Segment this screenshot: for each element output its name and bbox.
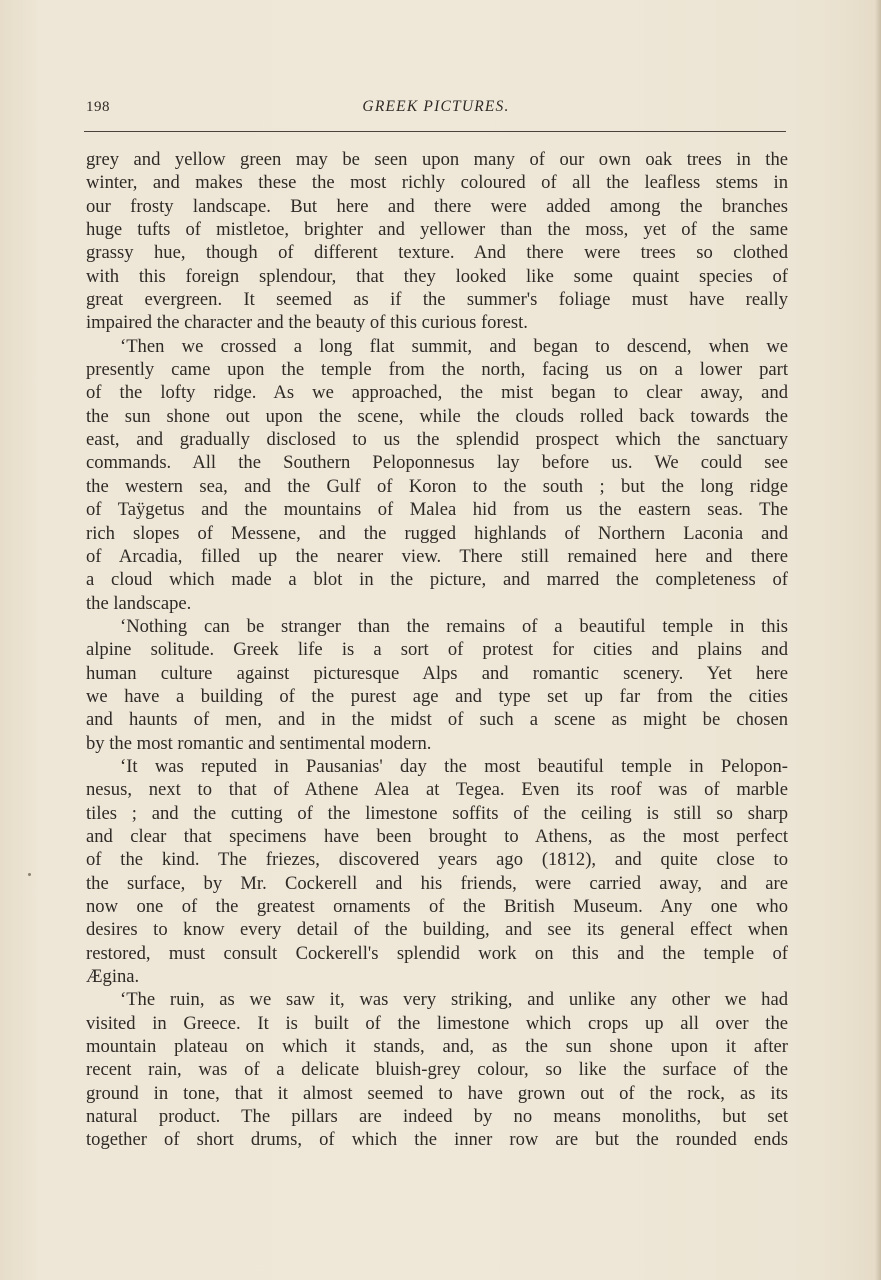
text-line: presently came upon the temple from the north, facing us on a lower part [86,359,788,381]
text-line: we have a building of the purest age and type set up far from the cities [86,685,788,707]
text-line: of Taÿgetus and the mountains of Malea hid from us the eastern seas. The [86,499,788,521]
text-line: mountain plateau on which it stands, and, as the sun shone upon it after [86,1036,788,1058]
text-line: grey and yellow green may be seen upon many of our own oak trees in the [86,149,788,170]
text-line: now one of the greatest ornaments of the British Museum. Any one who [86,896,788,917]
text-line: the surface, by Mr. Cockerell and his friends, were carried away, and are [86,872,788,894]
text-line: winter, and makes these the most richly coloured of all the leafless stems in [86,172,788,194]
text-line: by the most romantic and sentimental modern. [86,732,432,754]
text-line: commands. All the Southern Peloponnesus lay before us. We could see [86,452,788,474]
text-line: nesus, next to that of Athene Alea at Tegea. Even its roof was of marble [86,779,788,801]
text-line: alpine solitude. Greek life is a sort of protest for cities and plains and [86,639,788,661]
text-line: impaired the character and the beauty of this curious forest. [86,312,528,334]
text-line: human culture against picturesque Alps and romantic scenery. Yet here [86,662,788,684]
text-line: grassy hue, though of different texture. And there were trees so clothed [86,242,788,264]
text-line: the western sea, and the Gulf of Koron to the south ; but the long ridge [86,475,788,497]
text-line: and haunts of men, and in the midst of such a scene as might be chosen [86,709,788,731]
running-title: GREEK PICTURES. [362,98,510,115]
text-line: visited in Greece. It is built of the limestone which crops up all over the [86,1012,788,1034]
text-line: ground in tone, that it almost seemed to have grown out of the rock, as its [86,1082,788,1104]
text-line: ‘Then we crossed a long flat summit, and began to descend, when we [120,335,788,357]
text-line: with this foreign splendour, that they looked like some quaint species of [86,265,788,287]
text-line: of the lofty ridge. As we approached, the mist began to clear away, and [86,382,788,404]
text-line: our frosty landscape. But here and there were added among the branches [86,195,788,217]
text-line: natural product. The pillars are indeed by no means monoliths, but set [86,1106,788,1128]
text-line: recent rain, was of a delicate bluish-grey colour, so like the surface of the [86,1059,788,1081]
text-line: of Arcadia, filled up the nearer view. There still remained here and there [86,545,788,567]
body-text [86,148,788,1152]
text-line: restored, must consult Cockerell's splendid work on this and the temple of [86,942,788,964]
page-number: 198 [86,99,110,115]
text-line: together of short drums, of which the inner row are but the rounded ends [86,1129,788,1151]
text-line: great evergreen. It seemed as if the summer's foliage must have really [86,289,788,311]
paper-speck [28,873,31,876]
text-line: ‘The ruin, as we saw it, was very striking, and unlike any other we had [120,989,788,1011]
text-line: and clear that specimens have been brought to Athens, as the most perfect [86,825,788,847]
page-header [86,97,786,121]
text-line: ‘Nothing can be stranger than the remains of a beautiful temple in this [120,615,788,637]
text-line: the landscape. [86,592,192,614]
text-line: Ægina. [86,966,140,988]
text-line: ‘It was reputed in Pausanias' day the most beautiful temple in Pelopon- [120,755,788,777]
text-line: huge tufts of mistletoe, brighter and yellower than the moss, yet of the same [86,219,788,241]
text-line: tiles ; and the cutting of the limestone soffits of the ceiling is still so sharp [86,802,788,824]
text-line: a cloud which made a blot in the picture, and marred the completeness of [86,569,788,591]
text-line: desires to know every detail of the building, and see its general effect when [86,919,788,941]
text-line: rich slopes of Messene, and the rugged highlands of Northern Laconia and [86,522,788,544]
text-line: the sun shone out upon the scene, while the clouds rolled back towards the [86,405,788,427]
text-line: east, and gradually disclosed to us the splendid prospect which the sanctuary [86,429,788,451]
page-edge-shadow [875,0,881,1280]
text-line: of the kind. The friezes, discovered years ago (1812), and quite close to [86,849,788,871]
header-rule [84,131,786,132]
